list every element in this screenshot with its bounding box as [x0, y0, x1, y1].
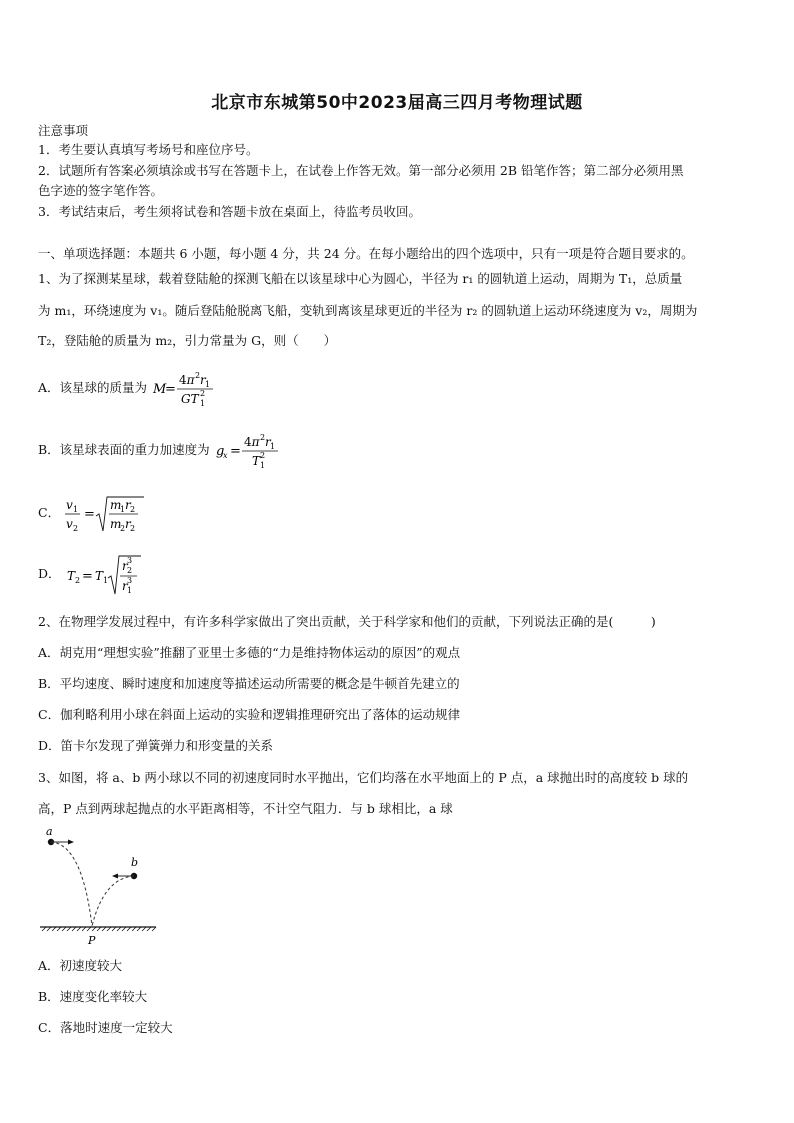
q1-option-c-formula: [64, 494, 146, 534]
q3-stem-line-2: 高，P 点到两球起抛点的水平距离相等，不计空气阻力．与 b 球相比，a 球: [38, 801, 453, 816]
q1-option-b-formula: [214, 431, 284, 471]
q1-option-a-label: A．该星球的质量为: [38, 380, 148, 395]
q2-option-a: A．胡克用“理想实验”推翻了亚里士多德的“力是维持物体运动的原因”的观点: [38, 645, 461, 660]
svg-text:=: =: [165, 381, 176, 397]
notice-item-1: 1．考生要认真填写考场号和座位序号。: [38, 142, 259, 157]
ball-a-arrowhead: [68, 840, 74, 845]
svg-text:3: 3: [126, 555, 132, 565]
q3-option-a: A．初速度较大: [38, 958, 123, 973]
q1-option-d-label: D．: [38, 566, 61, 581]
svg-text:4π: 4π: [179, 372, 195, 387]
q1-option-d-formula: [65, 553, 145, 597]
svg-text:m: m: [110, 516, 122, 531]
q1-stem-line-3: T₂，登陆舱的质量为 m₂，引力常量为 G，则（ ）: [38, 333, 337, 348]
svg-text:GT: GT: [181, 391, 199, 406]
svg-text:=: =: [81, 568, 93, 584]
svg-text:=: =: [84, 506, 95, 522]
notice-item-2-cont: 色字迹的签字笔作答。: [38, 183, 164, 198]
q1-option-c-label: C．: [38, 505, 61, 520]
svg-text:=: =: [229, 443, 241, 459]
svg-text:v: v: [66, 497, 73, 512]
notice-item-2: 2．试题所有答案必须填涂或书写在答题卡上，在试卷上作答无效。第一部分必须用 2B 铅笔作答；第二部分必须用黑: [38, 163, 684, 178]
svg-text:1: 1: [205, 379, 211, 389]
svg-text:g: g: [215, 443, 224, 459]
svg-text:1: 1: [102, 575, 108, 585]
notice-heading: 注意事项: [38, 123, 89, 138]
point-p-label: P: [88, 934, 96, 947]
q2-option-c: C．伽利略利用小球在斜面上运动的实验和逻辑推理研究出了落体的运动规律: [38, 707, 461, 722]
svg-text:1: 1: [259, 460, 265, 470]
svg-text:1: 1: [73, 504, 79, 514]
section-1-heading: 一、单项选择题：本题共 6 小题，每小题 4 分，共 24 分。在每小题给出的四个选项中，只有一项是符合题目要求的。: [38, 246, 694, 261]
svg-text:2: 2: [126, 565, 132, 575]
svg-text:r: r: [121, 578, 128, 593]
svg-text:2: 2: [200, 388, 206, 398]
page-title: 北京市东城第50中2023届高三四月考物理试题: [211, 93, 583, 113]
svg-text:2: 2: [195, 370, 201, 380]
svg-text:1: 1: [269, 441, 275, 451]
svg-text:T: T: [251, 453, 260, 468]
svg-text:4π: 4π: [243, 434, 260, 449]
ball-b-label: b: [131, 856, 139, 869]
q3-option-c: C．落地时速度一定较大: [38, 1020, 173, 1035]
svg-text:3: 3: [126, 575, 132, 585]
svg-text:r: r: [200, 372, 206, 387]
svg-text:r: r: [264, 434, 271, 449]
q3-projectile-figure: [36, 824, 160, 950]
ball-a-trajectory: [51, 842, 92, 926]
svg-text:2: 2: [130, 504, 136, 514]
svg-text:2: 2: [74, 575, 80, 585]
notice-item-3: 3．考试结束后，考生须将试卷和答题卡放在桌面上，待监考员收回。: [38, 204, 421, 219]
svg-text:T: T: [66, 568, 75, 583]
q1-stem-line-2: 为 m₁，环绕速度为 v₁。随后登陆舱脱离飞船，变轨到离该星球更近的半径为 r₂ 的圆轨道上运动环绕速度为 v₂，周期为: [38, 303, 698, 318]
svg-text:1: 1: [200, 398, 206, 408]
q1-option-b-label: B．该星球表面的重力加速度为: [38, 442, 210, 457]
svg-text:2: 2: [130, 523, 136, 533]
svg-text:x: x: [222, 450, 228, 460]
q1-stem-line-1: 1、为了探测某星球，载着登陆舱的探测飞船在以该星球中心为圆心，半径为 r₁ 的圆轨道上运动，周期为 T₁，总质量: [38, 271, 683, 286]
svg-text:2: 2: [120, 523, 126, 533]
q1-option-c: [38, 493, 146, 534]
ball-a-label: a: [46, 825, 53, 838]
svg-text:r: r: [121, 558, 128, 573]
ball-b-trajectory: [92, 876, 134, 926]
svg-text:M: M: [153, 381, 167, 397]
svg-text:r: r: [125, 497, 131, 512]
svg-text:r: r: [125, 516, 131, 531]
svg-text:2: 2: [259, 432, 265, 442]
svg-text:1: 1: [120, 504, 126, 514]
svg-text:2: 2: [259, 450, 265, 460]
ball-b-arrowhead: [112, 874, 118, 879]
svg-text:m: m: [110, 497, 122, 512]
q1-option-d: [38, 552, 145, 597]
q1-option-a-formula: [151, 369, 221, 409]
svg-text:v: v: [66, 516, 73, 531]
svg-text:1: 1: [126, 585, 132, 595]
q2-stem: 2、在物理学发展过程中，有许多科学家做出了突出贡献，关于科学家和他们的贡献，下列说法正确的是( ): [38, 614, 656, 629]
q1-option-b: [38, 430, 284, 471]
q2-option-b: B．平均速度、瞬时速度和加速度等描述运动所需要的概念是牛顿首先建立的: [38, 676, 460, 691]
q3-stem-line-1: 3、如图，将 a、b 两小球以不同的初速度同时水平抛出，它们均落在水平地面上的 P 点，a 球抛出时的高度较 b 球的: [38, 770, 689, 785]
svg-text:2: 2: [73, 523, 79, 533]
svg-text:T: T: [94, 568, 103, 583]
q2-option-d: D．笛卡尔发现了弹簧弹力和形变量的关系: [38, 738, 274, 753]
q1-option-a: [38, 368, 221, 409]
q3-option-b: B．速度变化率较大: [38, 989, 148, 1004]
